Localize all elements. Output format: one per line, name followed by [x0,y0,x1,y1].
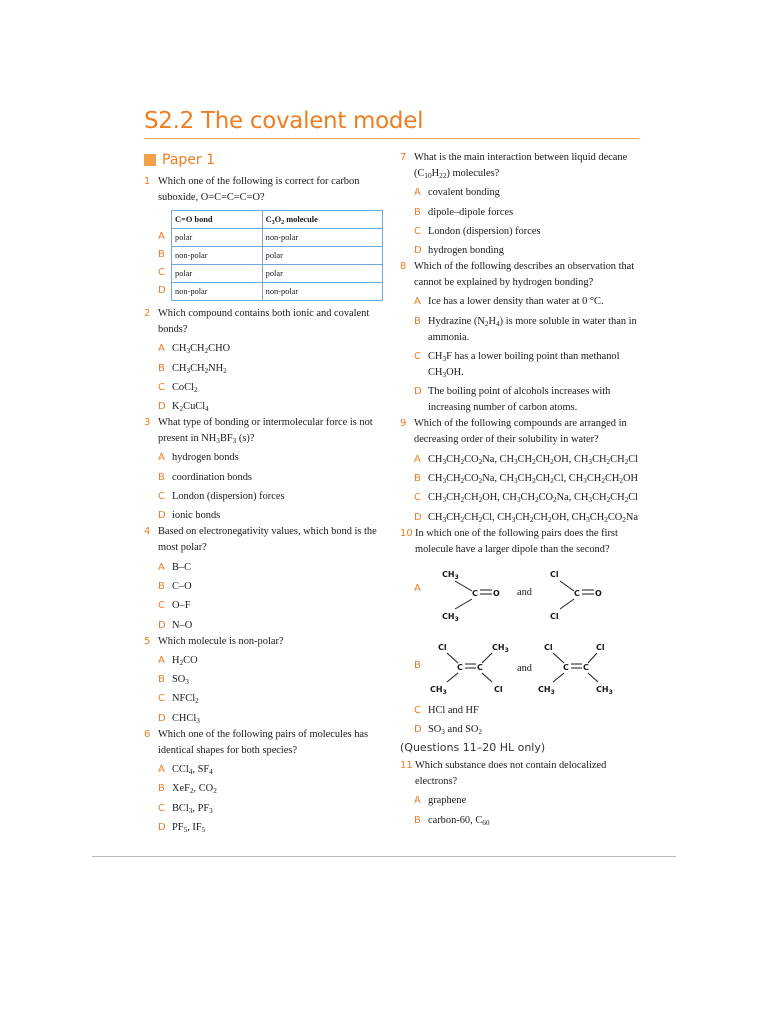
option-label: A [158,764,165,776]
option-text: CHCl$_3$ [172,712,200,725]
bond-line [447,673,458,682]
option-label: A [158,452,165,464]
option-label: D [414,386,422,398]
hl-heading: (Questions 11–20 HL only) [400,741,546,755]
option [400,349,640,381]
option-label: B [158,674,165,686]
page-title: S2.2 The covalent model [144,108,424,134]
diagram-a [400,561,640,635]
oxygen-label: O [493,588,500,598]
methyl-label: $CH_3$ [442,569,459,581]
option [144,598,384,614]
option [400,243,640,259]
chlorine-label: Cl [438,642,447,652]
question-text: Based on electronegativity values, which bond is the most polar? [158,526,377,554]
option-label: B [158,471,165,483]
option-text: C–O [172,580,192,592]
option [400,205,640,221]
option-label: A [414,582,421,594]
option-text: The boiling point of alcohols increases with increasing number of carbon atoms. [428,386,611,414]
answer-table [171,210,383,301]
question-text: Which substance does not contain delocalized electrons? [415,760,607,788]
option [144,560,384,576]
table-cell: polar [262,247,382,265]
option-label: C [158,802,165,814]
option-text: CCl$_4$, $SF_4$ [172,764,213,777]
left-column [144,150,384,836]
option-text: $H_2CO$ [172,654,198,667]
option-label: B [414,659,421,671]
question-number: 11 [400,760,413,772]
question-8 [400,259,640,291]
option-label: D [158,401,166,413]
option-text: $K_2CuCl_4$ [172,401,209,414]
bond-line [455,581,472,591]
table-row [172,229,383,247]
option-text: $SO_3$ [172,674,189,687]
option-text: graphene [428,795,467,807]
table-row [172,283,383,301]
oxygen-label: O [595,588,602,598]
table-header: C=O bond [172,211,263,229]
option-label: A [414,795,421,807]
question-6 [144,727,384,759]
question-text: What type of bonding or intermolecular force is not present in $NH_3BF_3$ (s)? [158,417,373,446]
option-label: D [158,712,166,724]
question-number: 8 [400,261,407,273]
option-text: HCl and HF [428,704,479,716]
option [400,490,640,506]
option-label: A [414,296,421,308]
bond-line [560,581,574,591]
option [400,793,640,809]
question-number: 10 [400,527,413,539]
question-text: Which one of the following is correct for carbon suboxide, O=C=C=C=O? [158,176,360,203]
table-cell: polar [262,265,382,283]
option [400,224,640,240]
option [400,722,640,738]
question-number: 6 [144,728,151,740]
question-5 [144,634,384,650]
bond-line [447,653,458,663]
option-text: coordination bonds [172,471,252,483]
table-option-labels [158,228,172,300]
chlorine-label: Cl [596,642,605,652]
bottom-rule [92,856,676,857]
bond-line [553,653,564,663]
question-1-table [144,210,384,300]
option [400,452,640,468]
square-bullet-icon [144,154,156,166]
diagram-b-svg [400,638,640,700]
option [144,820,384,836]
option [144,489,384,505]
option-label: C [158,491,165,503]
option-text: $PF_5$, $IF_5$ [172,821,206,834]
table-header-row [172,211,383,229]
carbon-label: C [457,662,463,672]
option-text: $CH_3CH_2CO_2Na$, $CH_3CH_2CH_2Cl$, $CH_3CH_2CH_2OH$ [428,472,639,485]
chlorine-label: Cl [544,642,553,652]
title-rule [144,138,639,139]
option-text: ionic bonds [172,510,221,522]
option [400,314,640,346]
option-label: D [414,511,422,523]
question-10 [400,526,640,558]
question-9 [400,416,640,448]
methyl-label: $CH_3$ [596,684,613,696]
option [144,450,384,466]
diagram-a-svg [400,561,640,635]
option-text: $CH_3CH_2CO_2Na$, $CH_3CH_2CH_2OH$, $CH_3CH_2CH_2Cl$ [428,453,639,466]
table-cell: polar [172,229,263,247]
option-text: N–O [172,619,193,631]
table-header: $C_3O_2$ molecule [262,211,382,229]
section-heading [144,150,384,170]
option [144,508,384,524]
and-label: and [517,662,533,674]
option-label: A [158,231,165,242]
question-number: 1 [144,176,151,187]
option-text: XeF$_2$, $CO_2$ [172,783,217,796]
option-label: A [158,654,165,666]
question-number: 3 [144,417,151,429]
option-label: B [158,783,165,795]
option-label: B [414,206,421,218]
option-label: C [158,267,165,278]
option-label: B [414,472,421,484]
question-text: Which compound contains both ionic and covalent bonds? [158,308,370,335]
option-text: $CH_3CH_2CH_2OH$, $CH_3CH_2CO_2Na$, $CH_3CH_2CH_2Cl$ [428,492,639,505]
table-row [172,265,383,283]
option-label: C [414,492,421,504]
option [144,762,384,778]
option-label: C [414,351,421,363]
option-text: dipole–dipole forces [428,206,514,218]
bond-line [455,599,472,609]
carbon-label: C [563,662,569,672]
option-label: C [158,693,165,705]
option [144,672,384,688]
option-text: B–C [172,561,192,573]
option [144,399,384,415]
chlorine-label: Cl [550,611,559,621]
option [144,801,384,817]
option [144,361,384,377]
option [144,618,384,634]
option-label: D [414,245,422,257]
question-text: In which one of the following pairs does the first molecule have a larger dipole than the second? [415,527,618,555]
option [144,711,384,727]
option [400,703,640,719]
table-cell: non-polar [172,283,263,301]
question-text: Which of the following compounds are arranged in decreasing order of their solubility in water? [414,418,627,446]
option-label: C [414,704,421,716]
methyl-label: $CH_3$ [430,684,447,696]
option-text: carbon-60, $C_{60}$ [428,814,490,827]
option-text: London (dispersion) forces [428,225,541,237]
option-label: D [158,821,166,833]
question-7 [400,150,640,182]
option [400,185,640,201]
bond-line [588,673,598,682]
bond-line [560,599,574,609]
option [400,813,640,829]
option-text: Ice has a lower density than water at 0 °C. [428,296,604,308]
option-text: Hydrazine $(N_2H_4)$ is more soluble in water than in ammonia. [428,315,637,343]
option [144,341,384,357]
table-cell: polar [172,265,263,283]
option [400,384,640,416]
question-4 [144,524,384,556]
option [144,470,384,486]
carbon-label: C [477,662,483,672]
option-label: D [414,724,422,736]
chlorine-label: Cl [550,569,559,579]
option-label: D [158,510,166,522]
bond-line [482,653,492,663]
methyl-label: $CH_3$ [538,684,555,696]
table-cell: non-polar [262,229,382,247]
diagram-b [400,638,640,700]
question-2 [144,306,384,338]
option-text: $CH_3F$ has a lower boiling point than methanol $CH_3OH$. [428,351,620,380]
question-number: 4 [144,526,151,538]
section-heading-text: Paper 1 [162,152,216,168]
option-text: CoCl$_2$ [172,381,198,394]
question-number: 9 [400,418,407,430]
question-3 [144,415,384,447]
bond-line [588,653,597,663]
option-label: D [158,619,166,631]
question-number: 2 [144,308,151,319]
option-label: B [158,249,165,260]
methyl-label: $CH_3$ [492,642,509,654]
option-text: NFCl$_2$ [172,693,199,706]
option-label: A [414,453,421,465]
chlorine-label: Cl [494,684,503,694]
option-text: $SO_3$ and $SO_2$ [428,724,483,737]
option [144,380,384,396]
option-text: O–F [172,600,191,612]
option-label: B [414,315,421,327]
option-label: C [414,225,421,237]
methyl-label: $CH_3$ [442,611,459,623]
right-column [400,150,640,829]
question-number: 5 [144,635,151,647]
option [400,471,640,487]
question-text: What is the main interaction between liquid decane $(C_{10}H_{22})$ molecules? [414,152,628,180]
option-label: A [414,187,421,199]
question-text: Which molecule is non-polar? [158,635,284,647]
bond-line [482,673,492,682]
option-label: C [158,381,165,393]
option-label: A [158,561,165,573]
question-1 [144,174,384,206]
table-cell: non-polar [262,283,382,301]
option-label: C [158,600,165,612]
question-11 [400,758,640,790]
option-text: BCl$_3$, $PF_3$ [172,802,213,815]
option [144,653,384,669]
option-text: $CH_3CH_2NH_2$ [172,362,227,375]
option-text: covalent bonding [428,187,500,199]
bond-line [553,673,564,682]
option-text: hydrogen bonding [428,245,504,257]
table-row [172,247,383,265]
question-text: Which of the following describes an observation that cannot be explained by hydrogen bonding? [414,261,635,289]
option-text: hydrogen bonds [172,452,239,464]
option [144,579,384,595]
option [144,781,384,797]
option [400,294,640,310]
option-label: B [414,814,421,826]
option [144,691,384,707]
question-text: Which one of the following pairs of molecules has identical shapes for both species? [158,728,369,756]
option-label: B [158,362,165,374]
and-label: and [517,586,533,598]
option-label: B [158,580,165,592]
option-label: A [158,343,165,355]
option-text: $CH_3CH_2CHO$ [172,343,231,356]
option [400,510,640,526]
carbon-label: C [583,662,589,672]
carbon-label: C [574,588,580,598]
carbon-label: C [472,588,478,598]
table-cell: non-polar [172,247,263,265]
question-number: 7 [400,152,407,163]
option-text: $CH_3CH_2CH_2Cl$, $CH_3CH_2CH_2OH$, $CH_3CH_2CO_2Na$ [428,511,639,524]
option-text: London (dispersion) forces [172,491,285,503]
option-label: D [158,285,166,296]
